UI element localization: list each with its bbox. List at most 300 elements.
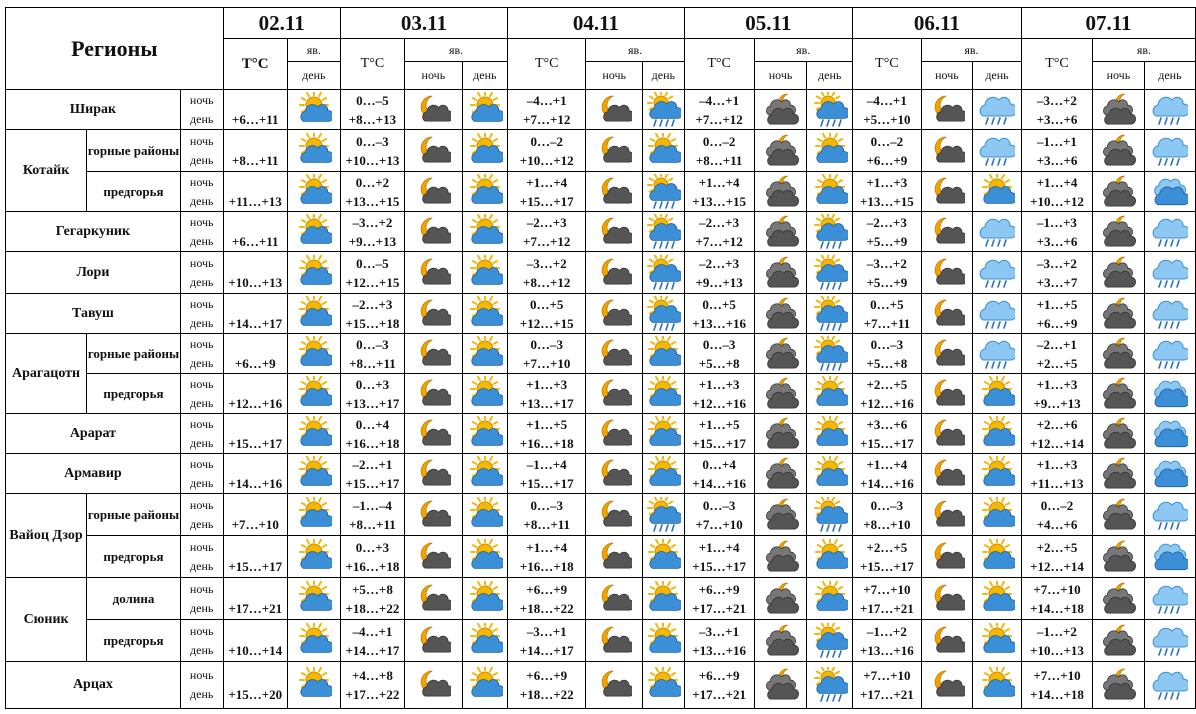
moon-clouds-icon bbox=[1093, 255, 1144, 291]
partly-cloudy-icon bbox=[463, 456, 507, 492]
temperature-cell bbox=[684, 130, 754, 172]
weather-icon-cell bbox=[643, 536, 685, 578]
date-header: 07.11 bbox=[1022, 8, 1196, 39]
temperature-cell bbox=[508, 294, 586, 334]
day-temp: +14…+18 bbox=[1030, 600, 1084, 616]
weather-icon-cell bbox=[287, 414, 340, 454]
moon-cloud-icon bbox=[586, 581, 642, 617]
temperature-cell bbox=[223, 212, 287, 252]
moon-cloud-icon bbox=[405, 214, 462, 250]
temperature-cell bbox=[852, 252, 921, 294]
day-temp: +7…+12 bbox=[523, 111, 571, 127]
day-temp: +17…+21 bbox=[859, 600, 914, 616]
night-label: ночь bbox=[189, 214, 214, 229]
weather-icon-cell bbox=[754, 454, 807, 494]
temperature-cell bbox=[1022, 374, 1093, 414]
weather-icon-cell bbox=[405, 536, 463, 578]
weather-icon-cell bbox=[462, 578, 507, 620]
rain-cloud-icon bbox=[1145, 667, 1195, 703]
weather-icon-cell bbox=[405, 90, 463, 130]
table-row bbox=[6, 90, 1196, 130]
night-temp: +1…+3 bbox=[526, 376, 568, 392]
night-label: ночь bbox=[189, 174, 214, 189]
weather-icon-cell bbox=[1092, 130, 1144, 172]
weather-icon-cell bbox=[1144, 294, 1195, 334]
night-temp: +7…+10 bbox=[1033, 581, 1081, 597]
night-temp bbox=[224, 213, 287, 232]
day-temp: +13…+16 bbox=[692, 642, 747, 658]
partly-cloudy-icon bbox=[288, 581, 340, 617]
temperature-header: T°C bbox=[1022, 39, 1093, 90]
temperature-cell bbox=[684, 294, 754, 334]
moon-cloud-icon bbox=[405, 133, 462, 169]
sun-cloud-rain-icon bbox=[807, 296, 851, 332]
temperature-cell bbox=[223, 494, 287, 536]
partly-cloudy-icon bbox=[807, 416, 851, 452]
weather-icon-cell bbox=[1144, 130, 1195, 172]
moon-clouds-icon bbox=[755, 133, 807, 169]
rain-cloud-icon bbox=[1145, 623, 1195, 659]
temperature-cell bbox=[852, 578, 921, 620]
weather-icon-cell bbox=[462, 620, 507, 662]
weather-icon-cell bbox=[462, 252, 507, 294]
weather-icon-cell bbox=[1092, 294, 1144, 334]
day-temp: +14…+17 bbox=[345, 642, 400, 658]
moon-clouds-icon bbox=[755, 92, 807, 128]
weather-icon-cell bbox=[287, 172, 340, 212]
moon-cloud-icon bbox=[586, 667, 642, 703]
temperature-cell bbox=[852, 172, 921, 212]
night-temp: –3…+2 bbox=[352, 214, 393, 230]
weather-icon-cell bbox=[405, 620, 463, 662]
partly-cloudy-icon bbox=[463, 255, 507, 291]
temperature-cell bbox=[508, 578, 586, 620]
moon-cloud-icon bbox=[586, 456, 642, 492]
weather-icon-cell bbox=[462, 334, 507, 374]
partly-cloudy-icon bbox=[288, 92, 340, 128]
day-header: день bbox=[807, 62, 852, 90]
moon-cloud-icon bbox=[405, 92, 462, 128]
subregion-name: горные районы bbox=[87, 334, 181, 374]
temperature-cell bbox=[508, 494, 586, 536]
day-temp: +12…+15 bbox=[345, 274, 400, 290]
night-temp: +2…+6 bbox=[1036, 416, 1078, 432]
weather-icon-cell bbox=[586, 494, 643, 536]
weather-icon-cell bbox=[643, 620, 685, 662]
day-temp: +12…+14 bbox=[1030, 558, 1084, 574]
temperature-cell bbox=[1022, 454, 1093, 494]
moon-cloud-icon bbox=[586, 623, 642, 659]
temperature-cell bbox=[1022, 252, 1093, 294]
temperature-cell bbox=[684, 212, 754, 252]
partly-cloudy-icon bbox=[807, 133, 851, 169]
night-temp: –3…+2 bbox=[1037, 255, 1077, 271]
weather-icon-cell bbox=[1144, 212, 1195, 252]
weather-icon-cell bbox=[921, 90, 972, 130]
region-name: Лори bbox=[6, 252, 181, 294]
weather-icon-cell bbox=[972, 334, 1021, 374]
temperature-cell bbox=[1022, 334, 1093, 374]
day-label: день bbox=[190, 516, 214, 531]
day-label: день bbox=[190, 233, 214, 248]
region-name: Тавуш bbox=[6, 294, 181, 334]
temperature-cell bbox=[223, 536, 287, 578]
partly-cloudy-icon bbox=[973, 623, 1021, 659]
day-temp: +5…+9 bbox=[866, 274, 908, 290]
weather-icon-cell bbox=[754, 212, 807, 252]
sun-cloud-rain-icon bbox=[643, 296, 684, 332]
temperature-cell bbox=[223, 90, 287, 130]
subregion-name: предгорья bbox=[87, 172, 181, 212]
rain-cloud-icon bbox=[1145, 336, 1195, 372]
night-temp: 0…+2 bbox=[355, 174, 390, 190]
night-temp: +6…+9 bbox=[698, 668, 740, 683]
night-temp: 0…–2 bbox=[530, 133, 563, 149]
weather-icon-cell bbox=[754, 90, 807, 130]
moon-cloud-icon bbox=[586, 539, 642, 575]
partly-cloudy-icon bbox=[973, 174, 1021, 210]
region-name: Вайоц Дзор bbox=[6, 494, 87, 578]
table-row bbox=[6, 130, 1196, 172]
moon-cloud-icon bbox=[405, 336, 462, 372]
partly-cloudy-icon bbox=[288, 376, 340, 412]
period-labels bbox=[180, 414, 223, 454]
night-temp: –1…+1 bbox=[1037, 133, 1077, 149]
night-temp: +6…+9 bbox=[526, 581, 568, 597]
weather-icon-cell bbox=[1144, 374, 1195, 414]
temperature-cell bbox=[852, 620, 921, 662]
weather-icon-cell bbox=[643, 374, 685, 414]
weather-icon-cell bbox=[807, 374, 852, 414]
subregion-name: предгорья bbox=[87, 620, 181, 662]
weather-icon-cell bbox=[921, 294, 972, 334]
temperature-cell bbox=[508, 252, 586, 294]
period-labels bbox=[180, 662, 223, 709]
night-temp: 0…–3 bbox=[356, 336, 389, 352]
region-name: Арцах bbox=[6, 662, 181, 709]
moon-cloud-icon bbox=[586, 416, 642, 452]
date-header: 02.11 bbox=[223, 8, 340, 39]
weather-icon-cell bbox=[972, 212, 1021, 252]
day-label: день bbox=[190, 687, 214, 701]
partly-cloudy-icon bbox=[973, 416, 1021, 452]
night-label: ночь bbox=[189, 416, 214, 431]
moon-cloud-icon bbox=[405, 174, 462, 210]
day-header: день bbox=[462, 62, 507, 90]
moon-clouds-icon bbox=[755, 376, 807, 412]
cloud-icon bbox=[1145, 174, 1195, 210]
day-temp: +9…+13 bbox=[348, 233, 397, 249]
temperature-cell bbox=[684, 578, 754, 620]
day-temp: +7…+11 bbox=[863, 315, 911, 331]
day-temp: +8…+10 bbox=[863, 516, 911, 532]
day-temp: +7…+12 bbox=[523, 233, 571, 249]
period-labels bbox=[180, 494, 223, 536]
moon-cloud-icon bbox=[922, 497, 972, 533]
night-temp: –3…+2 bbox=[866, 255, 907, 271]
night-temp bbox=[224, 173, 287, 192]
weather-icon-cell bbox=[405, 252, 463, 294]
weather-icon-cell bbox=[1092, 172, 1144, 212]
temperature-cell bbox=[852, 294, 921, 334]
period-labels bbox=[180, 212, 223, 252]
temperature-cell bbox=[340, 130, 404, 172]
period-labels bbox=[180, 536, 223, 578]
partly-cloudy-icon bbox=[807, 539, 851, 575]
day-temp: +12…+16 bbox=[692, 395, 747, 411]
day-temp: +13…+16 bbox=[859, 642, 914, 658]
weather-icon-cell bbox=[921, 334, 972, 374]
sun-cloud-rain-icon bbox=[807, 336, 851, 372]
partly-cloudy-icon bbox=[288, 214, 340, 250]
day-temp: +7…+12 bbox=[695, 233, 743, 249]
weather-icon-cell bbox=[972, 662, 1021, 709]
weather-icon-cell bbox=[921, 620, 972, 662]
day-temp: +7…+10 bbox=[523, 355, 571, 371]
day-temp: +9…+13 bbox=[1033, 395, 1081, 411]
day-temp: +16…+18 bbox=[519, 558, 574, 574]
weather-icon-cell bbox=[972, 130, 1021, 172]
weather-icon-cell bbox=[807, 334, 852, 374]
weather-icon-cell bbox=[462, 374, 507, 414]
temperature-cell bbox=[852, 536, 921, 578]
day-temp: +15…+17 bbox=[859, 558, 914, 574]
day-temp: +11…+13 bbox=[228, 193, 282, 209]
weather-icon-cell bbox=[1144, 620, 1195, 662]
weather-icon-cell bbox=[807, 252, 852, 294]
weather-icon-cell bbox=[972, 172, 1021, 212]
partly-cloudy-icon bbox=[643, 416, 684, 452]
weather-icon-cell bbox=[754, 252, 807, 294]
weather-icon-cell bbox=[287, 334, 340, 374]
subregion-name: долина bbox=[87, 578, 181, 620]
night-label: ночь bbox=[189, 539, 214, 554]
weather-icon-cell bbox=[972, 494, 1021, 536]
temperature-cell bbox=[340, 172, 404, 212]
weather-icon-cell bbox=[921, 662, 972, 709]
weather-icon-cell bbox=[462, 494, 507, 536]
moon-cloud-icon bbox=[405, 255, 462, 291]
day-temp: +10…+13 bbox=[228, 274, 283, 290]
night-temp: –1…–4 bbox=[352, 497, 392, 513]
night-temp: –2…+3 bbox=[699, 214, 740, 230]
day-label: день bbox=[190, 558, 214, 573]
day-label: день bbox=[190, 475, 214, 490]
region-name: Гегаркуник bbox=[6, 212, 181, 252]
partly-cloudy-icon bbox=[288, 255, 340, 291]
moon-clouds-icon bbox=[1093, 416, 1144, 452]
cloud-icon bbox=[1145, 539, 1195, 575]
day-temp: +12…+16 bbox=[228, 395, 283, 411]
weather-icon-cell bbox=[807, 172, 852, 212]
day-temp: +15…+17 bbox=[859, 435, 914, 451]
night-temp: –1…+2 bbox=[866, 623, 907, 639]
partly-cloudy-icon bbox=[463, 497, 507, 533]
night-temp: 0…–2 bbox=[702, 133, 736, 149]
weather-icon-cell bbox=[1144, 578, 1195, 620]
weather-icon-cell bbox=[462, 414, 507, 454]
table-row bbox=[6, 536, 1196, 578]
day-temp: +7…+10 bbox=[231, 516, 279, 532]
table-row bbox=[6, 414, 1196, 454]
moon-cloud-icon bbox=[586, 214, 642, 250]
partly-cloudy-icon bbox=[973, 497, 1021, 533]
weather-icon-cell bbox=[405, 374, 463, 414]
temperature-cell bbox=[852, 334, 921, 374]
weather-icon-cell bbox=[405, 494, 463, 536]
partly-cloudy-icon bbox=[643, 623, 684, 659]
weather-icon-cell bbox=[643, 252, 685, 294]
moon-cloud-icon bbox=[922, 296, 972, 332]
night-temp bbox=[224, 496, 287, 515]
temperature-cell bbox=[1022, 212, 1093, 252]
moon-clouds-icon bbox=[755, 336, 807, 372]
day-temp: +14…+16 bbox=[692, 475, 747, 491]
weather-icon-cell bbox=[754, 130, 807, 172]
weather-icon-cell bbox=[921, 494, 972, 536]
partly-cloudy-icon bbox=[288, 296, 340, 332]
day-temp: +7…+12 bbox=[695, 111, 743, 127]
day-temp: +6…+9 bbox=[866, 152, 908, 168]
day-temp: +18…+22 bbox=[519, 687, 574, 702]
weather-icon-cell bbox=[1092, 414, 1144, 454]
day-temp: +14…+17 bbox=[228, 315, 283, 331]
temperature-cell bbox=[508, 212, 586, 252]
temperature-cell bbox=[340, 578, 404, 620]
partly-cloudy-icon bbox=[807, 456, 851, 492]
partly-cloudy-icon bbox=[643, 581, 684, 617]
partly-cloudy-icon bbox=[463, 581, 507, 617]
weather-icon-cell bbox=[921, 454, 972, 494]
temperature-cell bbox=[223, 374, 287, 414]
temperature-cell bbox=[223, 334, 287, 374]
temperature-cell bbox=[340, 294, 404, 334]
rain-cloud-icon bbox=[973, 296, 1021, 332]
weather-icon-cell bbox=[972, 620, 1021, 662]
day-temp: +12…+14 bbox=[1030, 435, 1084, 451]
temperature-cell bbox=[852, 414, 921, 454]
partly-cloudy-icon bbox=[973, 581, 1021, 617]
night-temp: 0…–3 bbox=[870, 497, 904, 513]
day-temp: +8…+11 bbox=[695, 152, 743, 168]
weather-icon-cell bbox=[807, 212, 852, 252]
weather-icon-cell bbox=[586, 620, 643, 662]
weather-icon-cell bbox=[287, 494, 340, 536]
partly-cloudy-icon bbox=[807, 581, 851, 617]
moon-cloud-icon bbox=[405, 296, 462, 332]
period-labels bbox=[180, 172, 223, 212]
day-temp: +14…+17 bbox=[519, 642, 574, 658]
moon-cloud-icon bbox=[586, 296, 642, 332]
observed-header: яв. bbox=[1092, 39, 1195, 62]
period-labels bbox=[180, 374, 223, 414]
night-temp: –3…+2 bbox=[526, 255, 567, 271]
region-name: Арагацотн bbox=[6, 334, 87, 414]
day-temp: +15…+17 bbox=[519, 193, 574, 209]
night-temp: +1…+3 bbox=[1036, 456, 1078, 472]
day-temp: +8…+11 bbox=[349, 355, 396, 371]
temperature-cell bbox=[1022, 130, 1093, 172]
night-temp: +6…+9 bbox=[526, 668, 568, 683]
temperature-cell bbox=[852, 374, 921, 414]
night-temp: +7…+10 bbox=[863, 668, 911, 683]
day-temp: +15…+17 bbox=[345, 475, 400, 491]
day-temp: +4…+6 bbox=[1036, 516, 1078, 532]
temperature-cell bbox=[223, 130, 287, 172]
table-row bbox=[6, 294, 1196, 334]
temperature-cell bbox=[340, 414, 404, 454]
moon-clouds-icon bbox=[1093, 92, 1144, 128]
moon-clouds-icon bbox=[1093, 581, 1144, 617]
forecast-table-container bbox=[5, 7, 1196, 709]
subregion-name: горные районы bbox=[87, 494, 181, 536]
night-temp: +6…+9 bbox=[698, 581, 740, 597]
night-temp: –4…+1 bbox=[526, 92, 567, 108]
night-temp bbox=[224, 295, 287, 314]
temperature-cell bbox=[340, 662, 404, 709]
weather-icon-cell bbox=[754, 294, 807, 334]
partly-cloudy-icon bbox=[463, 539, 507, 575]
day-temp: +15…+17 bbox=[519, 475, 574, 491]
temperature-cell bbox=[852, 90, 921, 130]
weather-icon-cell bbox=[1144, 536, 1195, 578]
weather-icon-cell bbox=[754, 172, 807, 212]
moon-cloud-icon bbox=[922, 376, 972, 412]
night-temp bbox=[224, 666, 287, 685]
day-temp: +17…+21 bbox=[692, 687, 747, 702]
rain-cloud-icon bbox=[973, 214, 1021, 250]
moon-clouds-icon bbox=[755, 539, 807, 575]
day-temp: +3…+6 bbox=[1036, 152, 1078, 168]
night-temp bbox=[224, 622, 287, 641]
night-temp: 0…+3 bbox=[355, 376, 390, 392]
temperature-cell bbox=[852, 130, 921, 172]
weather-icon-cell bbox=[754, 334, 807, 374]
cloud-icon bbox=[1145, 416, 1195, 452]
day-temp: +15…+20 bbox=[228, 687, 283, 702]
night-label: ночь bbox=[189, 92, 214, 107]
weather-icon-cell bbox=[586, 172, 643, 212]
day-temp: +15…+17 bbox=[692, 435, 747, 451]
day-temp: +13…+17 bbox=[519, 395, 574, 411]
night-temp: +1…+5 bbox=[1036, 296, 1078, 312]
weather-icon-cell bbox=[972, 536, 1021, 578]
observed-header: яв. bbox=[405, 39, 508, 62]
weather-icon-cell bbox=[754, 578, 807, 620]
temperature-cell bbox=[1022, 578, 1093, 620]
night-temp: +1…+4 bbox=[698, 174, 740, 190]
day-label: день bbox=[190, 355, 214, 370]
weather-icon-cell bbox=[1144, 172, 1195, 212]
sun-cloud-rain-icon bbox=[807, 92, 851, 128]
weather-icon-cell bbox=[1092, 374, 1144, 414]
temperature-cell bbox=[684, 662, 754, 709]
temperature-cell bbox=[223, 620, 287, 662]
partly-cloudy-icon bbox=[643, 667, 684, 703]
moon-clouds-icon bbox=[755, 667, 807, 703]
temperature-cell bbox=[508, 90, 586, 130]
moon-cloud-icon bbox=[405, 581, 462, 617]
weather-icon-cell bbox=[972, 454, 1021, 494]
moon-clouds-icon bbox=[1093, 214, 1144, 250]
day-temp: +12…+16 bbox=[859, 395, 914, 411]
temperature-cell bbox=[684, 172, 754, 212]
cloud-icon bbox=[1145, 376, 1195, 412]
night-temp bbox=[224, 538, 287, 557]
temperature-header: T°C bbox=[508, 39, 586, 90]
night-temp: +4…+8 bbox=[352, 668, 393, 683]
partly-cloudy-icon bbox=[288, 133, 340, 169]
